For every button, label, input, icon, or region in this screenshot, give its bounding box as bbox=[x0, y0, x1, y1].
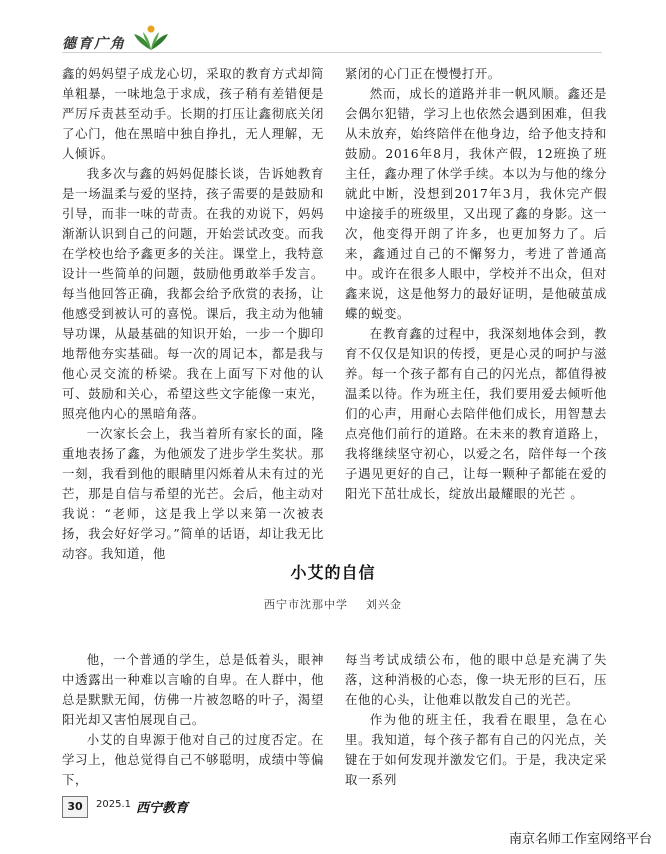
issue-number: 2025.1 bbox=[96, 799, 131, 810]
paragraph: 作为他的班主任，我看在眼里，急在心里。我知道，每个孩子都有自己的闪光点，关键在于如何发现并激发它们。于是，我决定采取一系列 bbox=[345, 712, 607, 787]
article-byline bbox=[0, 596, 666, 612]
paragraph: 我多次与鑫的妈妈促膝长谈，告诉她教育是一场温柔与爱的坚持，孩子需要的是鼓励和引导，而非一味的苛责。在我的劝说下，妈妈渐渐认识到自己的问题，开始尝试改变。而我在学校也给予鑫更多的关注。课堂上，我特意设计一些简单的问题，鼓励他勇敢举手发言。每当他回答正确，我都会给予欣赏的表扬，让他感受到被认可的喜悦。课后，我主动为他辅导功课，从最基础的知识开始，一步一个脚印地帮他夯实基础。每一次的周记本，都是我与他心灵交流的桥梁。我在上面写下对他的认可、鼓励和关心，希望这些文字能像一束光，照亮他内心的黑暗角落。 bbox=[62, 166, 324, 421]
article-title: 小艾的自信 bbox=[290, 563, 376, 582]
paragraph: 然而，成长的道路并非一帆风顺。鑫还是会偶尔犯错，学习上也依然会遇到困难，但我从未放弃，始终陪伴在他身边，给予他支持和鼓励。2016年8月，我休产假，12班换了班主任，鑫办理了休学手续。本以为与他的缘分就此中断，没想到2017年3月，我休完产假中途接手的班级里，又出现了鑫的身影。这一次，他变得开朗了许多，也更加努力了。后来，鑫通过自己的不懈努力，考进了普通高中。或许在很多人眼中，学校并不出众，但对鑫来说，这是他努力的最好证明，是他破茧成蝶的蜕变。 bbox=[345, 86, 607, 321]
paragraph: 紧闭的心门正在慢慢打开。 bbox=[345, 66, 501, 81]
page-header bbox=[0, 0, 666, 62]
article1-left-column bbox=[62, 64, 324, 564]
article1-right-column bbox=[345, 64, 607, 504]
page-footer bbox=[62, 796, 362, 818]
paragraph: 他，一个普通的学生，总是低着头，眼神中透露出一种难以言喻的自卑。在人群中，他总是默默无闻，仿佛一片被忽略的叶子，渴望阳光却又害怕展现自己。 bbox=[62, 652, 324, 727]
section-tag: 德育广角 bbox=[62, 36, 126, 52]
article2-right-column bbox=[345, 650, 607, 790]
paragraph: 在教育鑫的过程中，我深刻地体会到，教育不仅仅是知识的传授，更是心灵的呵护与滋养。每一个孩子都有自己的闪光点，都值得被温柔以待。作为班主任，我们要用爱去倾听他们的心声，用耐心去陪伴他们成长，用智慧去点亮他们前行的道路。在未来的教育道路上，我将继续坚守初心，以爱之名，陪伴每一个孩子遇见更好的自己，让每一颗种子都能在爱的阳光下茁壮成长，绽放出最耀眼的光芒 。 bbox=[345, 326, 607, 501]
leaf-logo-icon bbox=[130, 24, 172, 52]
author-name: 刘兴金 bbox=[366, 598, 402, 611]
author-school: 西宁市沈那中学 bbox=[264, 598, 348, 611]
paragraph: 鑫的妈妈望子成龙心切，采取的教育方式却简单粗暴，一味地急于求成，孩子稍有差错便是严厉斥责甚至动手。长期的打压让鑫彻底关闭了心门，他在黑暗中独自挣扎，无人理解，无人倾诉。 bbox=[62, 66, 324, 161]
watermark-text: 南京名师工作室网络平台 bbox=[508, 832, 652, 847]
journal-name: 西宁教育 bbox=[136, 801, 189, 816]
page-number: 30 bbox=[62, 796, 88, 818]
paragraph: 每当考试成绩公布，他的眼中总是充满了失落，这种消极的心态，像一块无形的巨石，压在他的心头，让他难以散发自己的光芒。 bbox=[345, 652, 607, 707]
paragraph: 一次家长会上，我当着所有家长的面，隆重地表扬了鑫，为他颁发了进步学生奖状。那一刻，我看到他的眼睛里闪烁着从未有过的光芒，那是自信与希望的光芒。会后，他主动对我说：“老师，这是我上学以来第一次被表扬，我会好好学习。”简单的话语，却让我无比动容。我知道，他 bbox=[62, 426, 324, 561]
paragraph: 小艾的自卑源于他对自己的过度否定。在学习上，他总觉得自己不够聪明，成绩中等偏下， bbox=[62, 732, 324, 787]
article2-left-column bbox=[62, 650, 324, 790]
header-rule bbox=[62, 52, 602, 53]
